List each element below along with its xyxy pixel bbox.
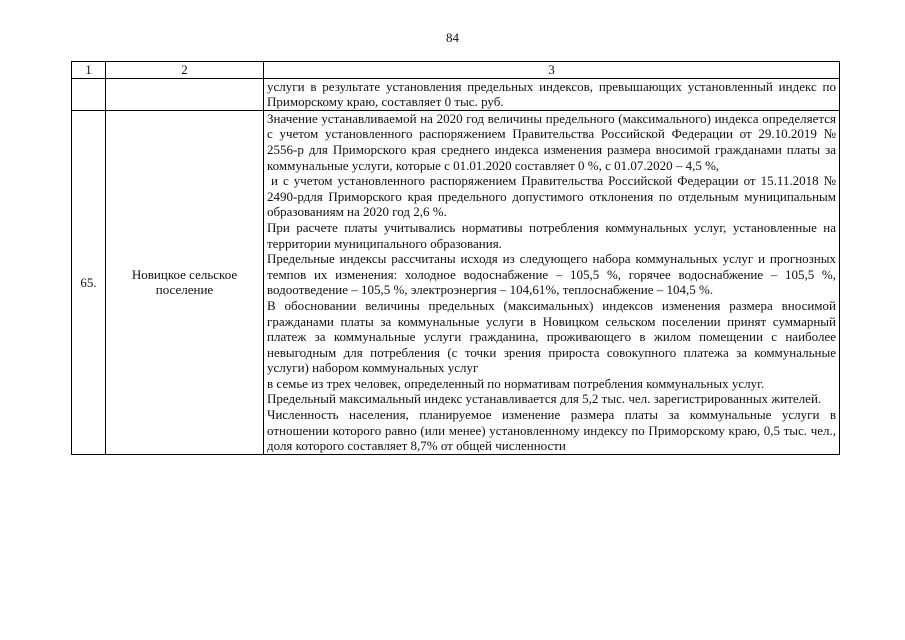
paragraph-2: и с учетом установленного распоряжением Правительства Российской Федерации от 15.11.2018 № 2490-рдля Приморского края предельного допустимого отклонения по отдельным муниципальным образованиям на 2020 год 2,6 %. bbox=[267, 173, 836, 220]
header-cell-2: 2 bbox=[106, 62, 264, 79]
row-number-cell: 65. bbox=[72, 110, 106, 454]
paragraph-8: Численность населения, планируемое изменение размера платы за коммунальные услуги в отношении которого равно (или менее) установленному индексу по Приморскому краю, 0,5 тыс. чел., доля которого составляет 8,7% от общей численности bbox=[267, 407, 836, 454]
page-number: 84 bbox=[446, 30, 459, 45]
municipality-name-cell: Новицкое сельское поселение bbox=[106, 110, 264, 454]
header-cell-3: 3 bbox=[264, 62, 840, 79]
data-table bbox=[71, 61, 840, 455]
table-header-row bbox=[72, 62, 840, 79]
paragraph-6: в семье из трех человек, определенный по нормативам потребления коммунальных услуг. bbox=[267, 375, 765, 391]
header-cell-1: 1 bbox=[72, 62, 106, 79]
continuation-name-cell bbox=[106, 78, 264, 110]
table-row-continuation bbox=[72, 78, 840, 110]
paragraph-4: Предельные индексы рассчитаны исходя из следующего набора коммунальных услуг и прогнозных темпов их изменения: холодное водоснабжение – 105,5 %, горячее водоснабжение – 105,5 %, водоотведение – 105,5 %, электроэнергия – 104,61%, теплоснабжение – 104,5 %. bbox=[267, 251, 836, 298]
table-row-65 bbox=[72, 110, 840, 454]
paragraph-1: Значение устанавливаемой на 2020 год величины предельного (максимального) индекса определяется с учетом установленного распоряжением Правительства Российской Федерации от 29.10.2019 № 2556-р для Приморского края среднего индекса изменения размера вносимой гражданами платы за коммунальные услуги, которые с 01.01.2020 составляет 0 %, с 01.07.2020 – 4,5 %, bbox=[267, 110, 836, 173]
paragraph-7: Предельный максимальный индекс устанавливается для 5,2 тыс. чел. зарегистрированных жителей. bbox=[267, 391, 822, 407]
continuation-text-cell: услуги в результате установления предельных индексов, превышающих установленный индекс по Приморскому краю, составляет 0 тыс. руб. bbox=[264, 78, 840, 110]
paragraph-5: В обосновании величины предельных (максимальных) индексов изменения размера вносимой гражданами платы за коммунальные услуги в Новицком сельском поселении принят суммарный платеж за коммунальные услуги гражданина, проживающего в жилом помещении с наиболее невыгодным для потребления (с точки зрения прироста совокупного платежа за коммунальные услуги) набором коммунальных услуг bbox=[267, 297, 836, 376]
continuation-number-cell bbox=[72, 78, 106, 110]
description-cell bbox=[264, 110, 840, 454]
paragraph-3: При расчете платы учитывались нормативы потребления коммунальных услуг, установленные на территории муниципального образования. bbox=[267, 219, 836, 251]
